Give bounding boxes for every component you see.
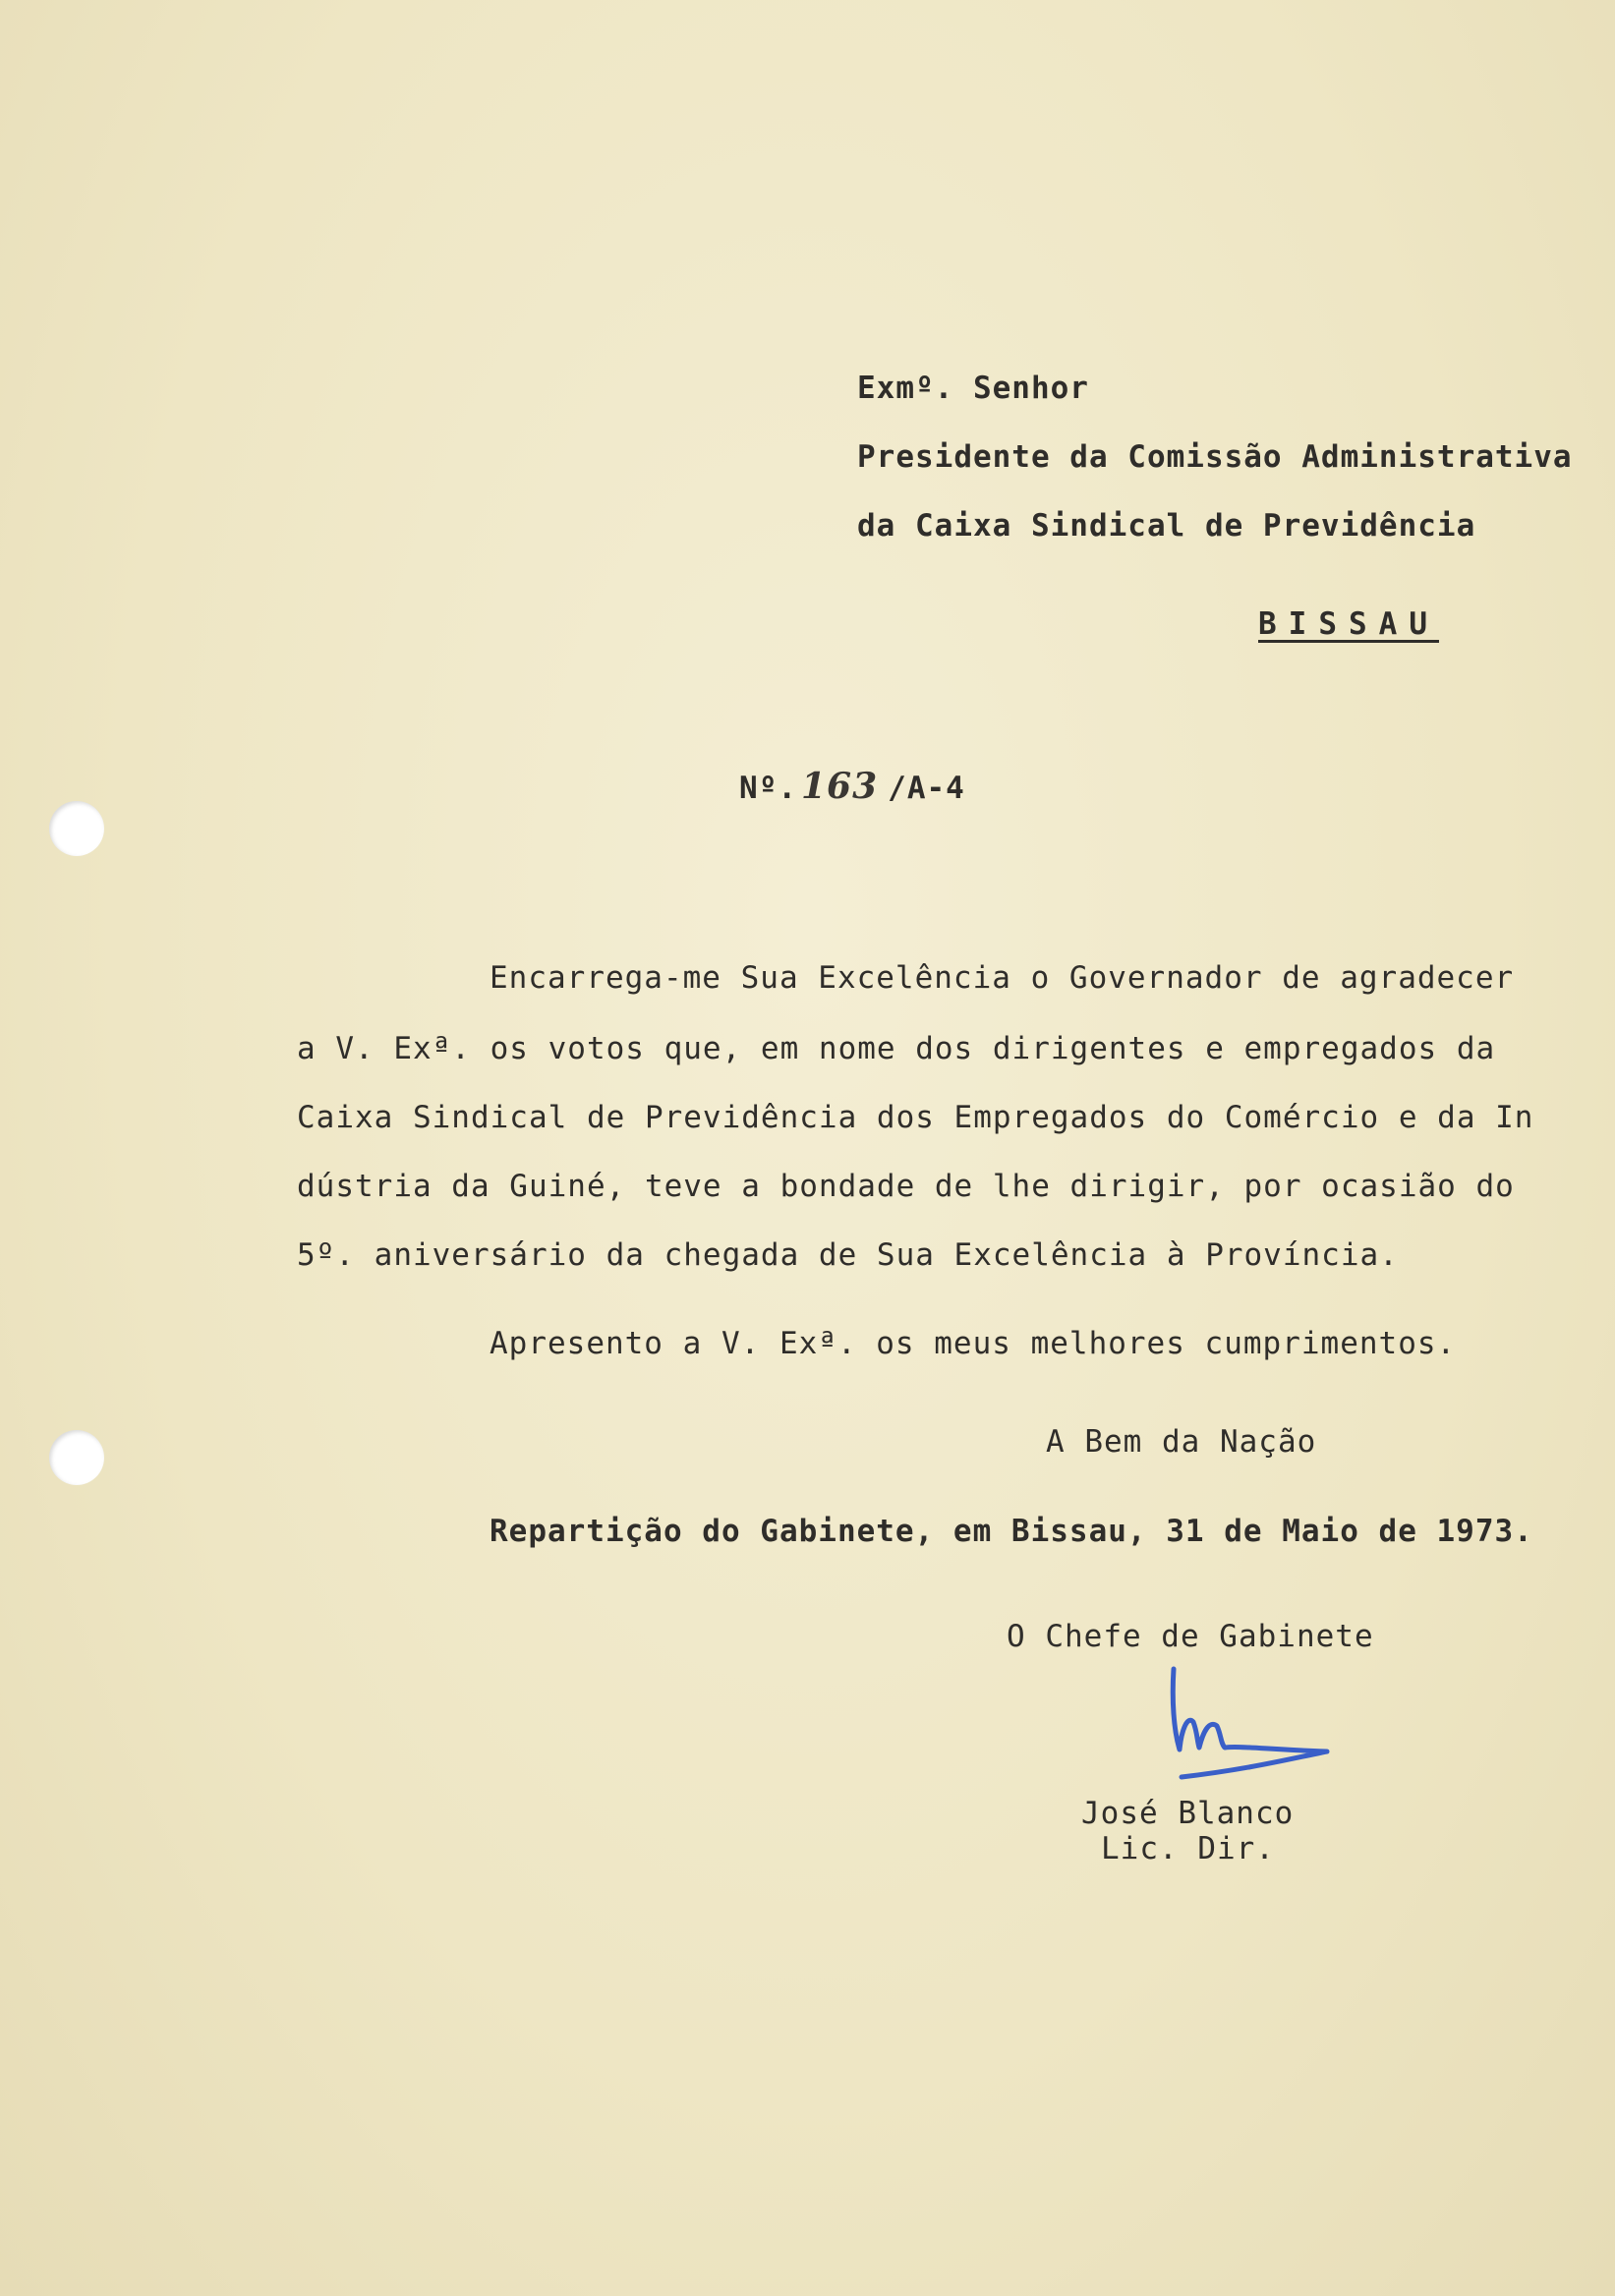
closing-salutation: A Bem da Nação bbox=[1046, 1424, 1317, 1460]
body-line-1: Encarrega-me Sua Excelência o Governador de agradecer bbox=[490, 960, 1515, 996]
reference-handwritten-number: 163 bbox=[801, 766, 879, 807]
punch-hole-bottom bbox=[49, 1430, 104, 1485]
body-line-3: Caixa Sindical de Previdência dos Empregados do Comércio e da In bbox=[297, 1100, 1534, 1135]
signatory-name: José Blanco bbox=[1081, 1796, 1295, 1831]
reference-number bbox=[739, 766, 965, 807]
reference-prefix: Nº. bbox=[739, 771, 797, 806]
body-line-4: dústria da Guiné, teve a bondade de lhe dirigir, por ocasião do bbox=[297, 1169, 1515, 1204]
signature-mark bbox=[1160, 1661, 1347, 1789]
addressee-salutation: Exmº. Senhor bbox=[857, 371, 1089, 406]
closing-place-date: Repartição do Gabinete, em Bissau, 31 de Maio de 1973. bbox=[490, 1514, 1533, 1549]
body-line-2: a V. Exª. os votos que, em nome dos dirigentes e empregados da bbox=[297, 1031, 1496, 1066]
punch-hole-top bbox=[49, 801, 104, 856]
signatory-credentials: Lic. Dir. bbox=[1101, 1831, 1275, 1866]
closing-title: O Chefe de Gabinete bbox=[1007, 1619, 1374, 1654]
addressee-institution: da Caixa Sindical de Previdência bbox=[857, 508, 1476, 544]
reference-suffix: /A-4 bbox=[888, 771, 965, 806]
body-paragraph-2: Apresento a V. Exª. os meus melhores cumprimentos. bbox=[490, 1326, 1457, 1361]
addressee-city: BISSAU bbox=[1258, 606, 1439, 642]
addressee-title: Presidente da Comissão Administrativa bbox=[857, 439, 1573, 475]
body-line-5: 5º. aniversário da chegada de Sua Excelência à Província. bbox=[297, 1237, 1399, 1273]
